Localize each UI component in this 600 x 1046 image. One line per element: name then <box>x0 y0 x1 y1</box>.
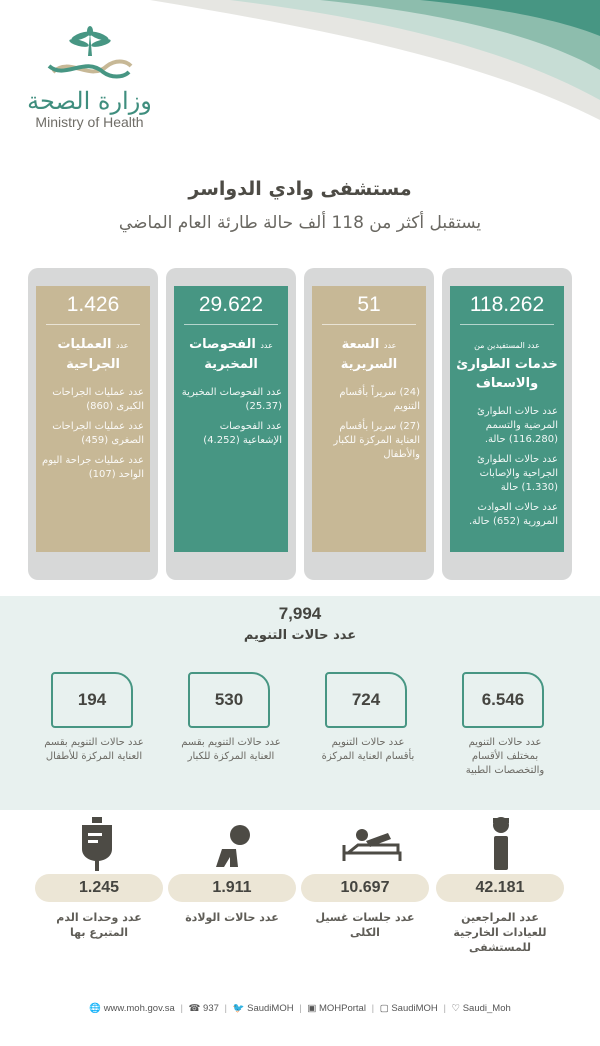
page-title: مستشفى وادي الدواسر <box>188 178 412 200</box>
snapchat-handle[interactable]: Saudi_Moh <box>462 1003 511 1014</box>
inpatient-box: 724 <box>325 672 407 728</box>
card-detail: عدد عمليات الجراحات الكبرى (860) <box>52 387 144 412</box>
stat-label: عدد جلسات غسيل الكلى <box>315 911 415 939</box>
phone-number[interactable]: 937 <box>203 1003 219 1014</box>
card-label <box>36 335 150 374</box>
card-lab-tests <box>166 268 296 580</box>
snapchat-icon: ♡ <box>451 1003 461 1014</box>
baby-icon <box>208 815 258 873</box>
card-detail: عدد الفحوصات الإشعاعية (4.252) <box>203 421 282 446</box>
inpatient-box-label: عدد حالات التنويم بأقسام العناية المركزة <box>321 737 415 762</box>
card-label-prefix: عدد <box>383 341 397 350</box>
card-label-prefix: عدد المستفيدين من <box>474 341 540 350</box>
stat-value: 42.181 <box>436 874 564 902</box>
card-detail: عدد حالات الطوارئ المرضية والتسمم (116.280) حالة. <box>476 406 558 445</box>
card-label-prefix: عدد <box>115 341 129 350</box>
palm-swords-emblem-icon <box>45 26 135 84</box>
portal-link[interactable]: MOHPortal <box>318 1003 366 1014</box>
card-label <box>174 335 288 374</box>
card-value: 51 <box>322 286 416 325</box>
inpatient-box: 194 <box>51 672 133 728</box>
inpatient-label: عدد حالات التنويم <box>243 628 357 643</box>
stat-value: 1.245 <box>35 874 163 902</box>
stat-label: عدد حالات الولادة <box>185 911 279 924</box>
footer-links: 🌐 www.moh.gov.sa | ☎ 937 | 🐦 SaudiMOH | ▣ MOHPortal | ▢ SaudiMOH | ♡ Saudi_Moh <box>89 1003 511 1014</box>
inpatient-box-label: عدد حالات التنويم بمختلف الأقسام والتخصصات الطبية <box>465 737 545 776</box>
card-label-main: السعة السريرية <box>340 337 398 372</box>
logo-english-text: Ministry of Health <box>35 114 144 130</box>
stat-value: 10.697 <box>301 874 429 902</box>
twitter-icon: 🐦 <box>232 1003 245 1014</box>
stat-value: 1.911 <box>168 874 296 902</box>
card-detail: عدد عمليات الجراحات الصغرى (459) <box>52 421 144 446</box>
inpatient-box: 530 <box>188 672 270 728</box>
card-detail: عدد حالات الطوارئ الجراحية والإصابات (1.330) حالة <box>476 454 558 493</box>
card-label <box>450 335 564 393</box>
inpatient-box: 6.546 <box>462 672 544 728</box>
card-label-main: خدمات الطوارئ والاسعاف <box>456 357 558 391</box>
card-detail: (27) سريرا بأقسام العناية المركزة للكبار والأطفال <box>333 421 420 460</box>
logo-arabic-text: وزارة الصحة <box>27 87 152 115</box>
inpatient-total: 7,994 <box>278 604 322 623</box>
twitter-handle[interactable]: SaudiMOH <box>247 1003 294 1014</box>
ministry-logo <box>22 26 157 141</box>
card-bed-capacity <box>304 268 434 580</box>
portal-icon: ▣ <box>307 1003 317 1014</box>
card-value: 29.622 <box>184 286 278 325</box>
card-label <box>312 335 426 374</box>
page-subtitle: يستقبل أكثر من 118 ألف حالة طارئة العام الماضي <box>118 213 482 233</box>
card-label-main: الفحوصات المخبرية <box>189 337 258 372</box>
card-value: 118.262 <box>460 286 554 325</box>
card-detail: عدد عمليات جراحة اليوم الواحد (107) <box>42 455 144 480</box>
card-value: 1.426 <box>46 286 140 325</box>
stat-label: عدد المراجعين للعيادات الخارجية للمستشفى <box>453 911 547 954</box>
card-emergency <box>442 268 572 580</box>
blood-bag-icon <box>72 815 122 873</box>
inpatient-box-label: عدد حالات التنويم بقسم العناية المركزة للأطفال <box>44 737 144 762</box>
card-label-prefix: عدد <box>260 341 273 350</box>
inpatient-box-label: عدد حالات التنويم بقسم العناية المركزة للكبار <box>181 737 281 762</box>
stat-label: عدد وحدات الدم المتبرع بها <box>56 911 142 939</box>
website-link[interactable]: www.moh.gov.sa <box>103 1003 175 1014</box>
person-icon <box>476 815 526 873</box>
card-detail: (24) سريراً بأقسام التنويم <box>339 387 420 412</box>
phone-icon: ☎ <box>188 1003 201 1014</box>
card-detail: عدد حالات الحوادث المرورية (652) حالة. <box>468 502 558 527</box>
instagram-icon: ▢ <box>379 1003 389 1014</box>
card-detail: عدد الفحوصات المخبرية (25.37) <box>181 387 282 412</box>
dialysis-bed-icon <box>338 815 408 873</box>
card-surgeries <box>28 268 158 580</box>
card-label-main: العمليات الجراحية <box>57 337 120 372</box>
instagram-handle[interactable]: SaudiMOH <box>391 1003 438 1014</box>
globe-icon: 🌐 <box>89 1003 102 1014</box>
